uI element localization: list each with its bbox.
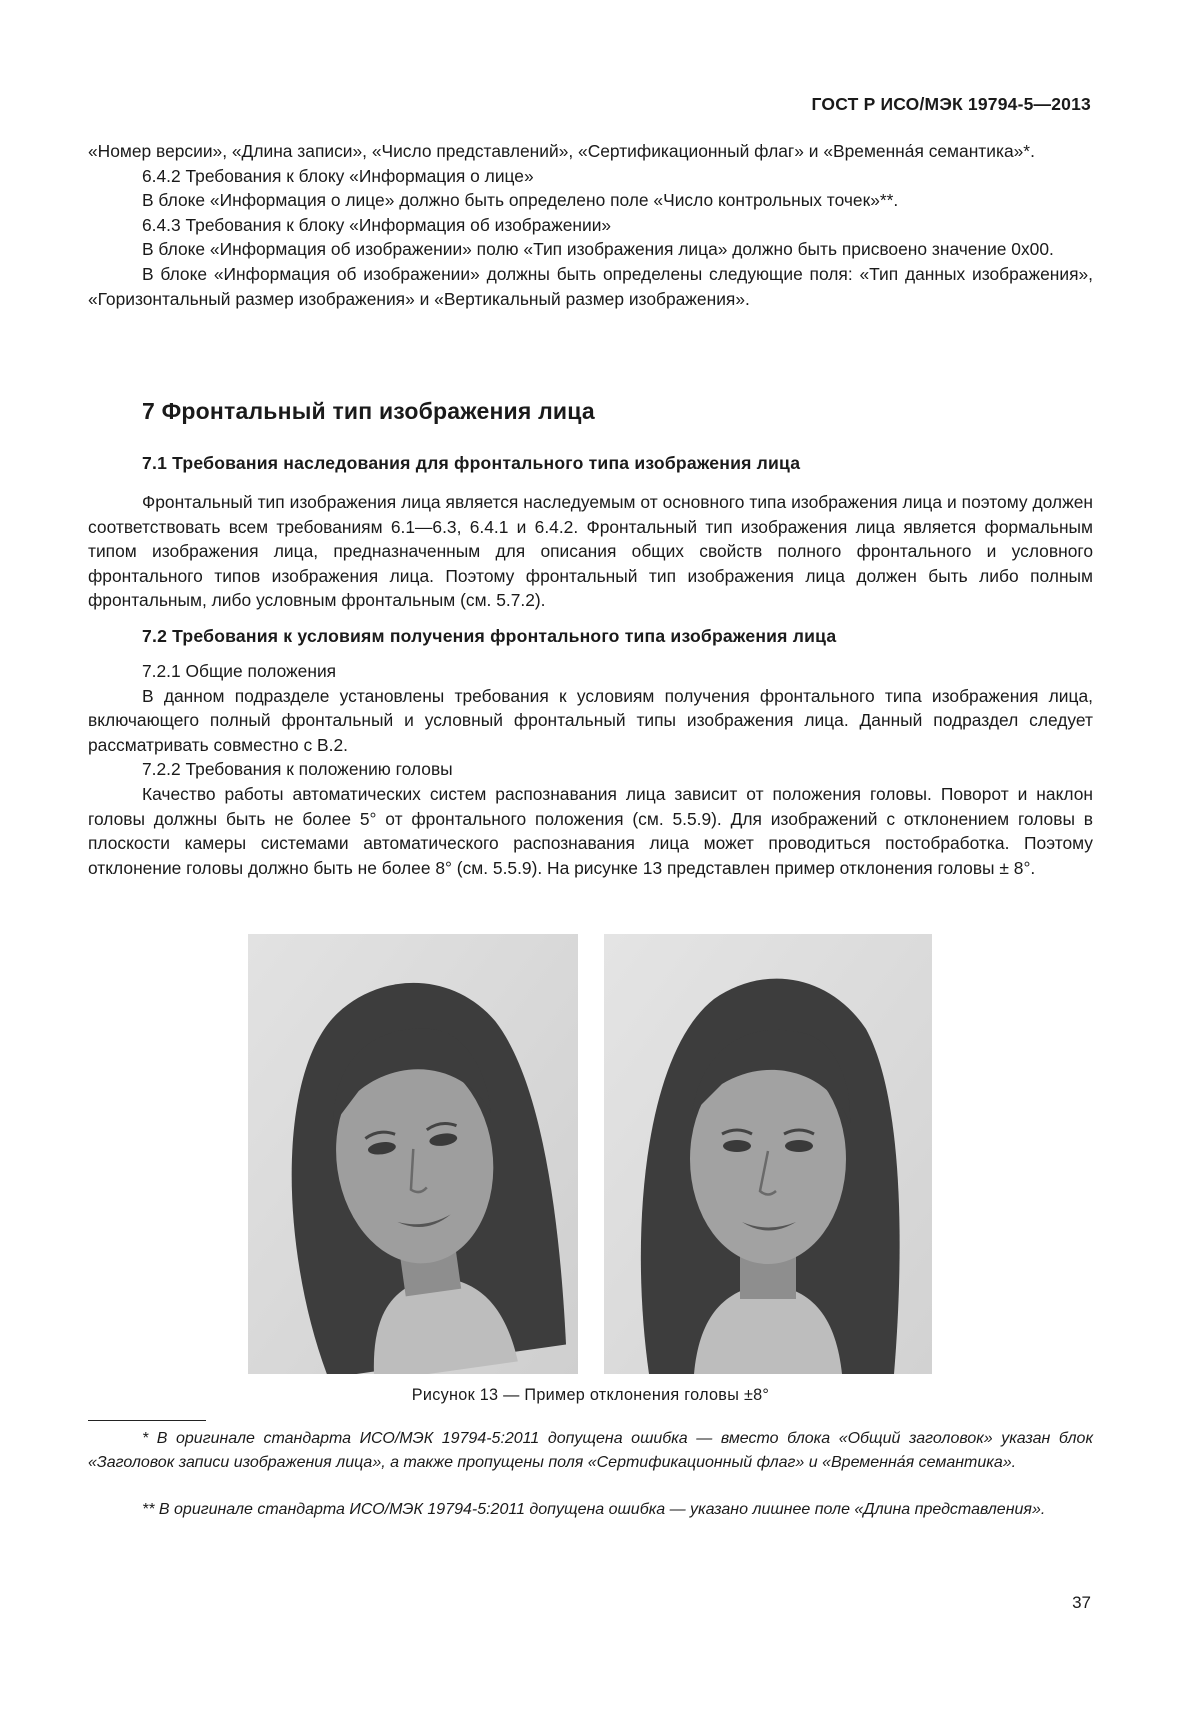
footnote-2 — [88, 1498, 1093, 1522]
section-7-2-heading: 7.2 Требования к условиям получения фронтального типа изображения лица — [142, 626, 837, 646]
paragraph: В блоке «Информация об изображении» полю «Тип изображения лица» должно быть присвоено значение 0x00. — [142, 239, 1054, 260]
subsection-title: 6.4.3 Требования к блоку «Информация об изображении» — [142, 214, 612, 235]
footnote-separator — [88, 1420, 206, 1421]
face-photo-tilted — [248, 934, 578, 1374]
page-number: 37 — [1072, 1593, 1091, 1612]
section-7-1-text — [88, 490, 1093, 613]
footnote-text: * В оригинале стандарта ИСО/МЭК 19794-5:2011 допущена ошибка — вместо блока «Общий заголовок» указан блок «Заголовок записи изображения лица», а также пропущены поля «Сертификационный флаг» и «Временна́я семантика». — [88, 1430, 1093, 1471]
section-7-2-text — [88, 659, 1093, 880]
footnote-1 — [88, 1427, 1093, 1474]
paragraph: В блоке «Информация об изображении» должны быть определены следующие поля: «Тип данных изображения», «Горизонтальный размер изображения» и «Вертикальный размер изображения». — [88, 263, 1093, 309]
paragraph: Качество работы автоматических систем распознавания лица зависит от положения головы. Поворот и наклон головы должны быть не более 5° от фронтального положения (см. 5.5.9). Для изображений с отклонением головы в плоскости камеры системами автоматического распознавания лица может проводиться постобработка. Поэтому отклонение головы должно быть не более 8° (см. 5.5.9). На рисунке 13 представлен пример отклонения головы ± 8°. — [88, 783, 1093, 878]
subsection-title: 7.2.1 Общие положения — [142, 661, 337, 681]
paragraph: В блоке «Информация о лице» должно быть определено поле «Число контрольных точек»**. — [142, 190, 899, 211]
paragraph: Фронтальный тип изображения лица является наследуемым от основного типа изображения лица и поэтому должен соответствовать всем требованиям 6.1—6.3, 6.4.1 и 6.4.2. Фронтальный тип изображения лица является формальным типом изображения лица, предназначенным для описания общих свойств полного фронтального и условного фронтального типов изображения лица. Поэтому фронтальный тип изображения лица должен быть либо полным фронтальным, либо условным фронтальным (см. 5.7.2). — [88, 492, 1093, 611]
subsection-title: 7.2.2 Требования к положению головы — [142, 759, 453, 780]
figure-caption: Рисунок 13 — Пример отклонения головы ±8° — [411, 1386, 770, 1404]
footnote-text: ** В оригинале стандарта ИСО/МЭК 19794-5:2011 допущена ошибка — указано лишнее поле «Длина представления». — [142, 1501, 1046, 1518]
section-7-1-heading: 7.1 Требования наследования для фронтального типа изображения лица — [142, 453, 801, 473]
subsection-title: 6.4.2 Требования к блоку «Информация о лице» — [142, 165, 534, 186]
paragraph: «Номер версии», «Длина записи», «Число представлений», «Сертификационный флаг» и «Временна́я семантика»*. — [88, 141, 1035, 161]
document-header: ГОСТ Р ИСО/МЭК 19794-5—2013 — [811, 94, 1091, 114]
paragraph: В данном подразделе установлены требования к условиям получения фронтального типа изображения лица, включающего полный фронтальный и условный фронтальный типы изображения лица. Данный подраздел следует рассматривать совместно с B.2. — [88, 685, 1093, 755]
face-photo-upright — [604, 934, 932, 1374]
section-6-text — [88, 139, 1093, 311]
section-7-heading: 7 Фронтальный тип изображения лица — [142, 398, 595, 424]
